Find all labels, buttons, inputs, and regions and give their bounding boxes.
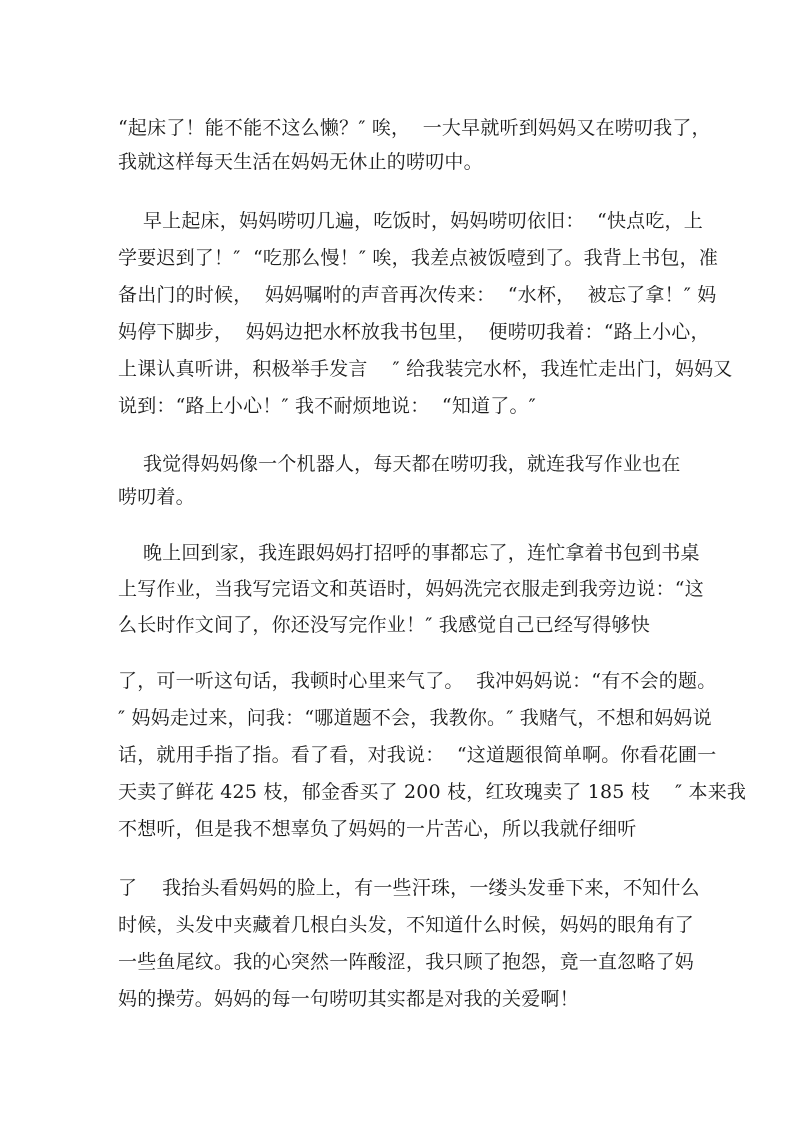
text-line: ″ 妈妈走过来，问我：“哪道题不会，我教你。″ 我赌气，不想和妈妈说 <box>118 707 712 729</box>
text-line: 上课认真听讲，积极举手发言 ″ 给我装完水杯，我连忙走出门，妈妈又 <box>118 358 733 380</box>
text-line: 我就这样每天生活在妈妈无休止的唠叨中。 <box>118 151 483 173</box>
text-line: 上写作业，当我写完语文和英语时，妈妈洗完衣服走到我旁边说：“这 <box>118 578 704 600</box>
text-line: 我觉得妈妈像一个机器人，每天都在唠叨我，就连我写作业也在 <box>118 453 681 475</box>
text-line: 妈的操劳。妈妈的每一句唠叨其实都是对我的关爱啊！ <box>118 988 579 1010</box>
text-line: “起床了！能不能不这么懒？″ 唉， 一大早就听到妈妈又在唠叨我了， <box>118 117 711 139</box>
text-line: 天卖了鲜花 425 枝，郁金香买了 200 枝，红玫瑰卖了 185 枝 ″ 本来我 <box>118 781 747 803</box>
text-line: 时候，头发中夹藏着几根白头发，不知道什么时候，妈妈的眼角有了 <box>118 914 695 936</box>
text-line: 唠叨着。 <box>118 486 195 508</box>
text-line: 了 我抬头看妈妈的脸上，有一些汗珠，一缕头发垂下来，不知什么 <box>118 877 700 899</box>
text-line: 话，就用手指了指。看了看，对我说： “这道题很简单啊。你看花圃一 <box>118 744 717 766</box>
text-line: 么长时作文间了，你还没写完作业！″ 我感觉自己已经写得够快 <box>118 614 650 636</box>
text-line: 备出门的时候， 妈妈嘱咐的声音再次传来： “水杯， 被忘了拿！″ 妈 <box>118 284 717 306</box>
text-line: 妈停下脚步， 妈妈边把水杯放我书包里， 便唠叨我着：“路上小心， <box>118 321 710 343</box>
text-line: 不想听，但是我不想辜负了妈妈的一片苦心，所以我就仔细听 <box>118 818 637 840</box>
text-line: 学要迟到了！″ “吃那么慢！″ 唉，我差点被饭噎到了。我背上书包，准 <box>118 247 719 269</box>
text-line: 了，可一听这句话，我顿时心里来气了。 我冲妈妈说：“有不会的题。 <box>118 670 717 692</box>
text-line: 晚上回到家，我连跟妈妈打招呼的事都忘了，连忙拿着书包到书桌 <box>118 542 700 564</box>
text-line: 早上起床，妈妈唠叨几遍，吃饭时，妈妈唠叨依旧： “快点吃，上 <box>118 210 703 232</box>
text-line: 一些鱼尾纹。我的心突然一阵酸涩，我只顾了抱怨，竟一直忽略了妈 <box>118 951 695 973</box>
text-line: 说到：“路上小心！″ 我不耐烦地说： “知道了。″ <box>118 395 536 417</box>
